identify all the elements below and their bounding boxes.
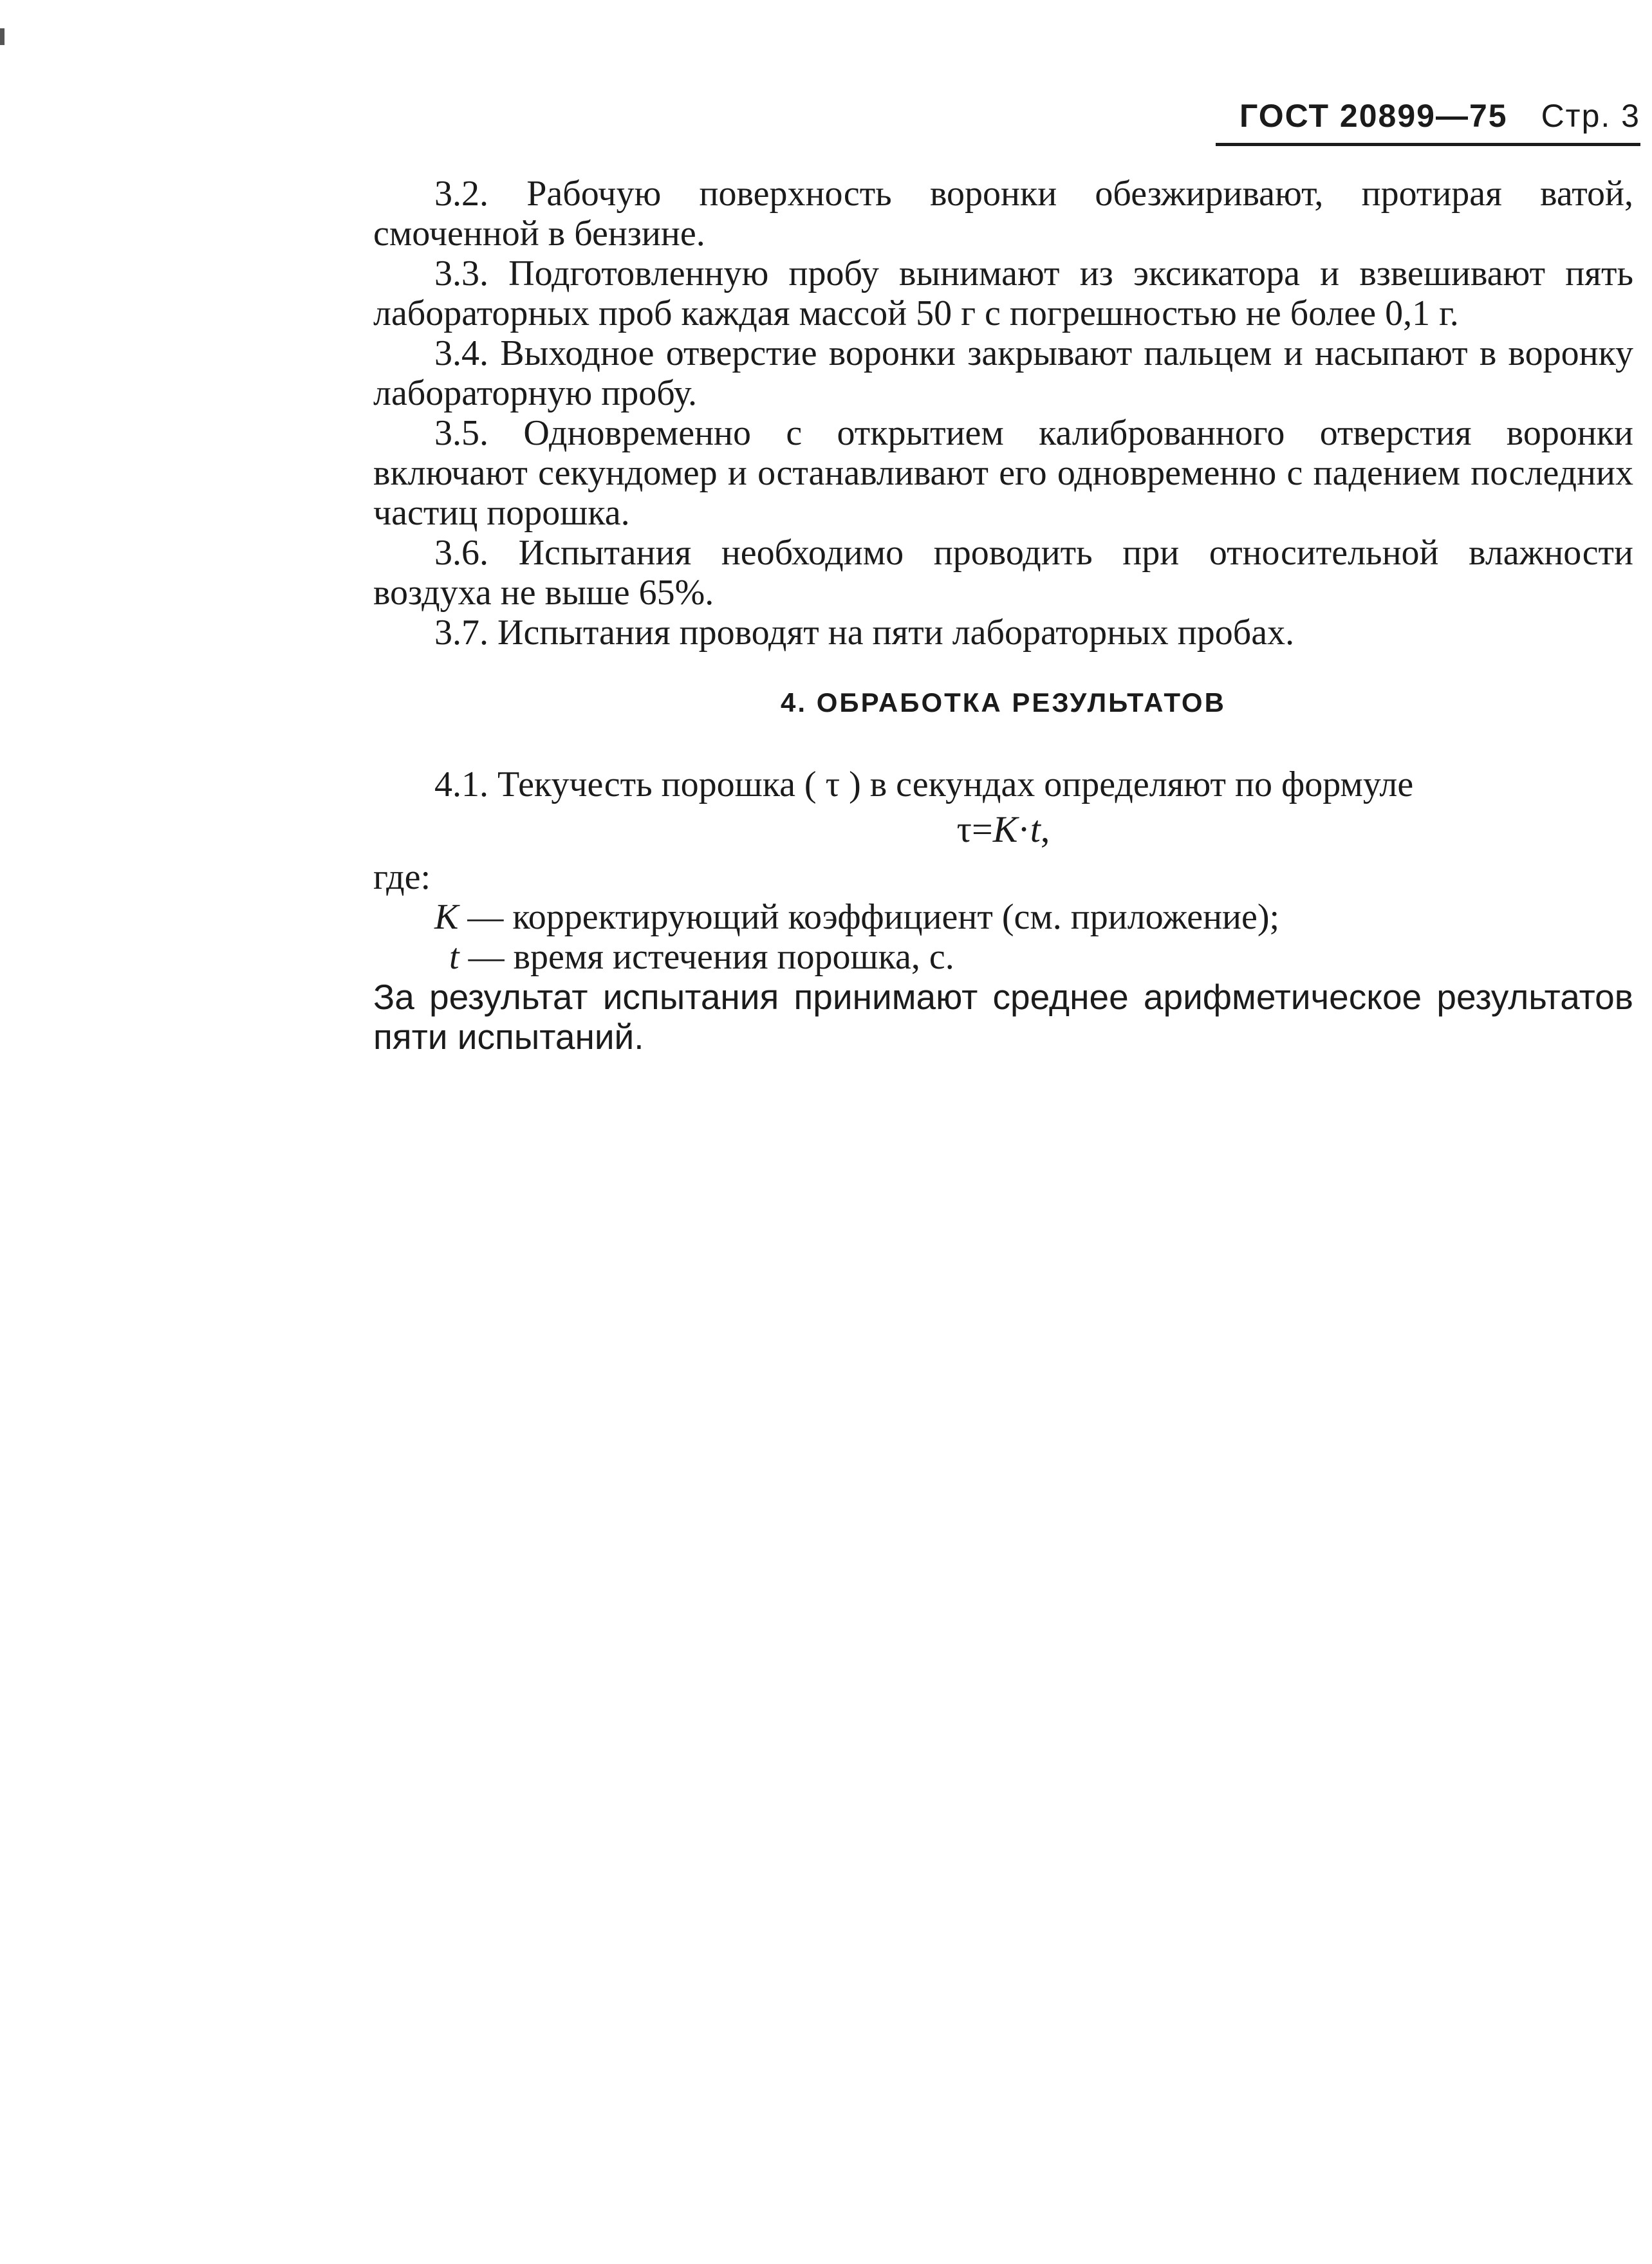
result-statement: За результат испытания принимают среднее арифметическое результатов пяти испытаний. [373, 977, 1633, 1057]
formula-k: K [992, 808, 1018, 850]
formula-t: t [1030, 808, 1041, 850]
definition-k [373, 897, 1633, 937]
paragraph-3-5: 3.5. Одновременно с открытием калиброванного отверстия воронки включают секундомер и останавливают его одновременно с падением последних частиц порошка. [373, 413, 1633, 533]
paragraph-3-7: 3.7. Испытания проводят на пяти лабораторных пробах. [434, 613, 1295, 653]
paragraph-3-6: 3.6. Испытания необходимо проводить при относительной влажности воздуха не выше 65%. [373, 533, 1633, 613]
scan-edge-mark [0, 28, 5, 45]
where-label: где: [373, 857, 431, 897]
paragraph-3-4: 3.4. Выходное отверстие воронки закрывают пальцем и насыпают в воронку лабораторную пробу. [373, 333, 1633, 413]
paragraph-3-2: 3.2. Рабочую поверхность воронки обезжиривают, протирая ватой, смоченной в бензине. [373, 174, 1633, 254]
definition-t-symbol: t [449, 937, 459, 977]
standard-number: ГОСТ 20899—75 [1239, 98, 1508, 134]
section-title: 4. ОБРАБОТКА РЕЗУЛЬТАТОВ [781, 687, 1226, 718]
document-body [373, 174, 1633, 1057]
formula-tau: τ [956, 808, 972, 850]
definition-k-text: — корректирующий коэффициент (см. приложение); [467, 897, 1280, 937]
formula-dot: · [1017, 808, 1030, 850]
definition-k-symbol: K [434, 897, 459, 937]
formula-comma: , [1040, 808, 1050, 850]
definition-t-text: — время истечения порошка, с. [468, 937, 954, 977]
paragraph-3-3: 3.3. Подготовленную пробу вынимают из эксикатора и взвешивают пять лабораторных проб каждая массой 50 г с погрешностью не более 0,1 г. [373, 254, 1633, 333]
definition-t [373, 937, 1633, 977]
formula [373, 807, 1633, 852]
page-number: Стр. 3 [1541, 98, 1640, 134]
formula-equals: = [971, 808, 993, 850]
page-header [1216, 98, 1640, 146]
paragraph-4-1: 4.1. Текучесть порошка ( τ ) в секундах определяют по формуле [434, 765, 1414, 804]
